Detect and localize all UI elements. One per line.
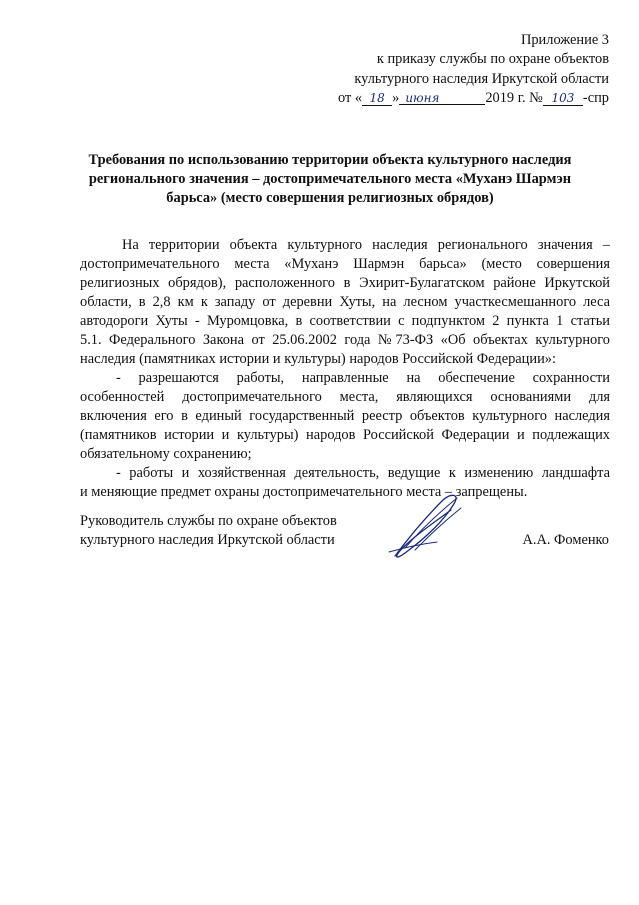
- document-body: [80, 236, 610, 502]
- appendix-header: [338, 31, 609, 109]
- body-line-8: - разрешаются работы, направленные на обеспечение сохранности: [116, 370, 610, 386]
- order-number-blank: [543, 91, 583, 106]
- order-number: 103: [551, 91, 575, 106]
- body-line-14: и меняющие предмет охраны достопримечательного места – запрещены.: [80, 484, 528, 500]
- appendix-number: Приложение 3: [520, 32, 609, 48]
- order-suffix: -спр: [582, 90, 609, 107]
- signatory-position-line-1: Руководитель службы по охране объектов: [80, 513, 337, 529]
- body-line-5: автодороги Хуты - Муромцовка, в соответствии с подпунктом 2 пункта 1 статьи: [80, 313, 610, 329]
- date-month-blank: [399, 91, 485, 105]
- date-mid: »: [392, 90, 400, 107]
- date-day-blank: [362, 91, 392, 106]
- body-line-11: (памятников истории и культуры) народов Российской Федерации и подлежащих: [80, 427, 610, 443]
- signatory-position-line-2: культурного наследия Иркутской области: [80, 532, 335, 548]
- date-year: 2019 г. №: [485, 90, 543, 107]
- body-line-7: наследия (памятниках истории и культуры) народов Российской Федерации»:: [80, 351, 556, 367]
- body-line-10: включения его в единый государственный реестр объектов культурного наследия: [80, 408, 610, 424]
- body-line-12: обязательному сохранению;: [80, 446, 252, 462]
- body-line-2: достопримечательного места «Муханэ Шармэн барьса» (место совершения: [80, 256, 610, 272]
- date-day: 18: [369, 91, 385, 106]
- signatory-position: [80, 512, 337, 550]
- body-line-3: религиозных обрядов), расположенного в Эхирит-Булагатском районе Иркутской: [80, 275, 610, 291]
- signatory-name: А.А. Фоменко: [522, 532, 609, 548]
- body-line-1: На территории объекта культурного наследия регионального значения –: [122, 237, 610, 253]
- title-line-3: барьса» (место совершения религиозных обрядов): [166, 189, 494, 206]
- appendix-order-ref: к приказу службы по охране объектов: [376, 51, 609, 68]
- body-line-4: области, в 2,8 км к западу от деревни Хуты, на лесном участкесмешанного леса: [80, 294, 610, 310]
- body-line-6: 5.1. Федерального Закона от 25.06.2002 года №73-ФЗ «Об объектах культурного: [80, 332, 610, 348]
- handwritten-signature: [385, 490, 465, 565]
- date-month: июня: [405, 91, 440, 106]
- body-line-13: - работы и хозяйственная деятельность, ведущие к изменению ландшафта: [116, 465, 610, 481]
- date-prefix: от «: [338, 90, 363, 107]
- document-title: [80, 151, 580, 207]
- appendix-date-line: [338, 89, 609, 108]
- appendix-authority: культурного наследия Иркутской области: [354, 70, 609, 87]
- body-line-9: особенностей достопримечательного места, являющихся основаниями для: [80, 389, 610, 405]
- title-line-1: Требования по использованию территории объекта культурного наследия: [88, 152, 572, 168]
- title-line-2: регионального значения – достопримечательного места «Муханэ Шармэн: [88, 170, 572, 187]
